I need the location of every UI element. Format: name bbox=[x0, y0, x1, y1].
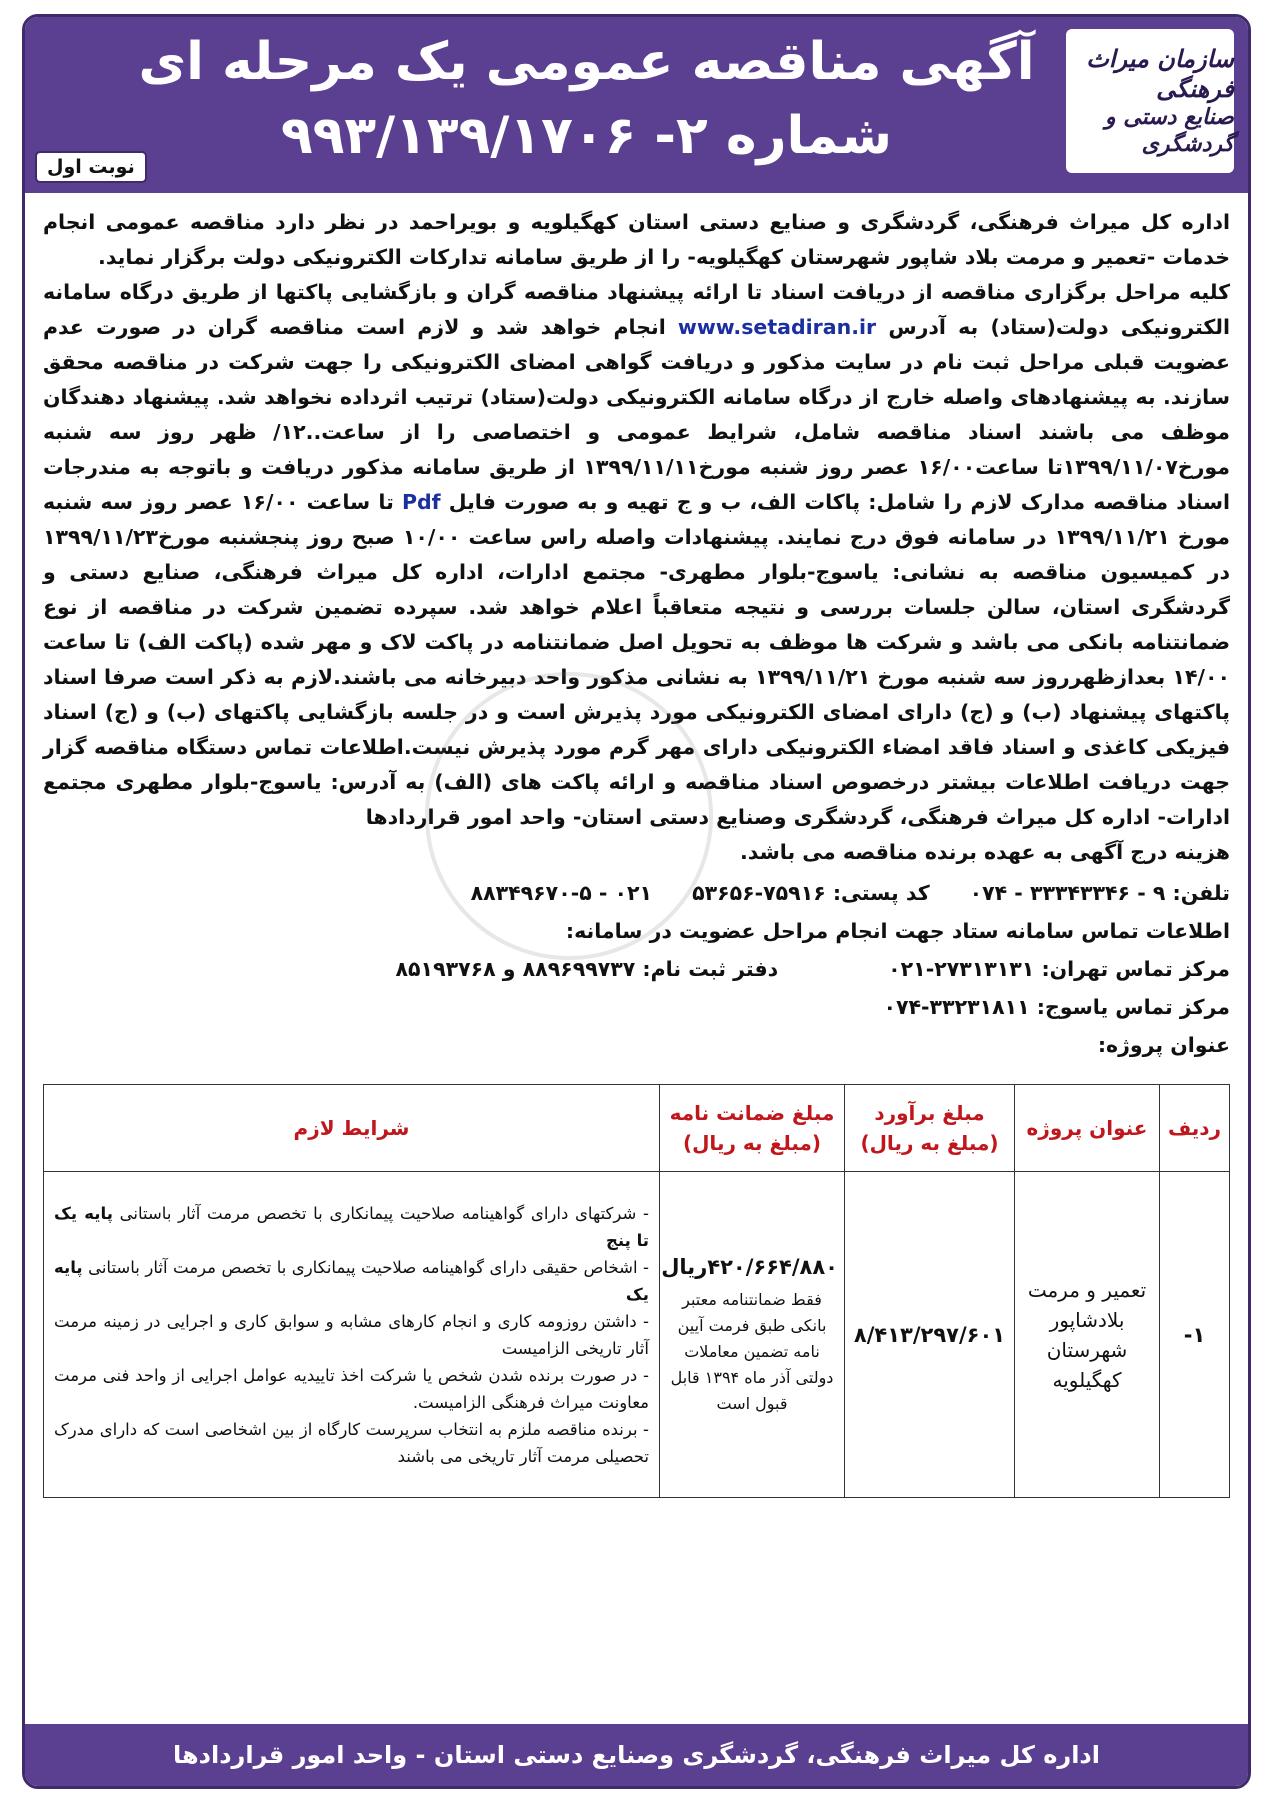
postal-code: کد پستی: ۷۵۹۱۶-۵۳۶۵۶ bbox=[692, 881, 930, 905]
header-guarantee: مبلغ ضمانت نامه (مبلغ به ریال) bbox=[660, 1085, 845, 1172]
table-header-row bbox=[44, 1085, 1230, 1172]
cell-estimate: ۸/۴۱۳/۲۹۷/۶۰۱ bbox=[845, 1172, 1015, 1498]
requirement-1 bbox=[54, 1200, 649, 1254]
project-table bbox=[43, 1084, 1230, 1498]
requirement-2-grade: پایه یک bbox=[54, 1257, 649, 1304]
requirement-3: - داشتن روزومه کاری و انجام کارهای مشابه و سوابق کاری و اجرایی در زمینه مرمت آثار تاریخی الزامیست bbox=[54, 1311, 649, 1358]
project-table-wrap bbox=[43, 1084, 1230, 1498]
cell-guarantee bbox=[660, 1172, 845, 1498]
footer-banner: اداره کل میراث فرهنگی، گردشگری وصنایع دستی استان - واحد امور قراردادها bbox=[25, 1724, 1248, 1786]
ad-number: شماره ۲- ۹۹۳/۱۳۹/۱۷۰۶ bbox=[280, 106, 893, 166]
requirement-4: - در صورت برنده شدن شخص یا شرکت اخذ تاییدیه عوامل اجرایی از واحد فنی مرمت معاونت میراث فرهنگی الزامیست. bbox=[54, 1365, 649, 1412]
paragraph-details-part2: انجام خواهد شد و لازم است مناقصه گران در صورت عدم عضویت قبلی مراحل ثبت نام در سایت مذکور و دریافت گواهی امضای الکترونیکی را جهت شرکت در مناقصه محقق سازند. به پیشنهادهای واصله خارج از درگاه سامانه الکترونیکی دولت(ستاد) ترتیب اثرداده نخواهد شد. پیشنهاد دهندگان موظف می باشند اسناد مناقصه شامل، شرایط عمومی و اختصاصی را از ساعت..۱۲/ ظهر روز سه شنبه مورخ۱۳۹۹/۱۱/۰۷تا ساعت۱۶/۰۰ عصر روز شنبه مورخ۱۳۹۹/۱۱/۱۱ از طریق سامانه مذکور دریافت و باتوجه به مندرجات اسناد مناقصه مدارک لازم را شامل: پاکات الف، ب و ج تهیه و به صورت فایل bbox=[43, 315, 1231, 514]
paragraph-intro: اداره کل میراث فرهنگی، گردشگری و صنایع دستی استان کهگیلویه و بویراحمد در نظر دارد مناقصه عمومی انجام خدمات -تعمیر و مرمت بلاد شاپور شهرستان کهگیلویه- را از طریق سامانه تدارکات الکترونیکی دولت برگزار نماید. bbox=[43, 210, 1230, 269]
registry-contact: دفتر ثبت نام: ۸۸۹۶۹۹۷۳۷ و ۸۵۱۹۳۷۶۸ bbox=[395, 957, 779, 981]
paragraph-details-part3: تا ساعت ۱۶/۰۰ عصر روز سه شنبه مورخ ۱۳۹۹/۱۱/۲۱ در سامانه فوق درج نمایند. پیشنهادات واصله راس ساعت ۱۰/۰۰ صبح روز پنجشنبه مورخ۱۳۹۹/۱۱/۲۳ در کمیسیون مناقصه به نشانی: یاسوج-بلوار مطهری- مجتمع ادارات، اداره کل میراث فرهنگی، صنایع دستی و گردشگری استان، سالن جلسات بررسی و نتیجه متعاقباً اعلام خواهد شد. سپرده تضمین شرکت در مناقصه از نوع ضمانتنامه بانکی می باشد و شرکت ها موظف به تحویل اصل ضمانتنامه در پاکت لاک و مهر شده (پاکت الف) تا ساعت ۱۴/۰۰ بعدازظهرروز سه شنبه مورخ ۱۳۹۹/۱۱/۲۱ به نشانی مذکور واحد دبیرخانه می باشند.لازم به ذکر است صرفا اسناد پاکتهای پیشنهاد (ب) و (ج) دارای امضای الکترونیکی مورد پذیرش است و در جلسه بازگشایی پاکتهای (ب) و (ج) اسناد فیزیکی کاغذی و اسناد فاقد امضاء الکترونیکی دارای مهر گرم مورد پذیرش نیست.اطلاعات تماس دستگاه مناقصه گزار جهت دریافت اطلاعات بیشتر درخصوص اسناد مناقصه و ارائه پاکت های (الف) به آدرس: یاسوج-بلوار مطهری مجتمع ادارات- اداره کل میراث فرهنگی، گردشگری وصنایع دستی استان- واحد امور قراردادها bbox=[43, 490, 1230, 829]
fax-number: ۰۲۱ - ۸۸۳۴۹۶۷۰-۵ bbox=[470, 881, 653, 905]
requirement-2-text: - اشخاص حقیقی دارای گواهینامه صلاحیت پیمانکاری با تخصص مرمت آثار باستانی bbox=[88, 1257, 649, 1277]
requirement-5: - برنده مناقصه ملزم به انتخاب سرپرست کارگاه از بین اشخاصی است که دارای مدرک تحصیلی مرمت آثار تاریخی می باشند bbox=[54, 1419, 649, 1466]
header-banner bbox=[25, 17, 1248, 193]
website-link[interactable]: www.setadiran.ir bbox=[677, 315, 877, 339]
logo-line1: سازمان میراث فرهنگی bbox=[1086, 43, 1234, 103]
phone-number: تلفن: ۹ - ۳۳۳۴۳۳۴۶ - ۰۷۴ bbox=[969, 881, 1230, 905]
requirement-2 bbox=[54, 1254, 649, 1308]
logo-line2: صنایع دستی و گردشگری bbox=[1104, 103, 1234, 157]
project-title-label-row bbox=[43, 1026, 1230, 1064]
guarantee-amount: ۴۲۰/۶۶۴/۸۸۰ریال bbox=[661, 1254, 838, 1279]
cell-row-number: ۱- bbox=[1160, 1172, 1230, 1498]
organization-logo bbox=[1066, 29, 1234, 173]
round-badge: نوبت اول bbox=[35, 151, 147, 183]
contact-row-phone bbox=[43, 874, 1230, 912]
yasuj-contact: مرکز تماس یاسوج: ۳۳۲۳۱۸۱۱-۰۷۴ bbox=[883, 995, 1230, 1019]
requirement-1-text: - شرکتهای دارای گواهینامه صلاحیت پیمانکاری با تخصص مرمت آثار باستانی bbox=[119, 1203, 649, 1223]
requirement-1-grade: پایه یک تا پنج bbox=[54, 1203, 649, 1250]
ad-frame bbox=[22, 14, 1251, 1789]
paragraph-details bbox=[43, 275, 1230, 835]
paragraph-details-part1: کلیه مراحل برگزاری مناقصه از دریافت اسناد تا ارائه پیشنهاد مناقصه گران و بازگشایی پاکتها از طریق درگاه سامانه الکترونیکی دولت(ستاد) به آدرس bbox=[43, 280, 1231, 339]
tehran-contact: مرکز تماس تهران: ۲۷۳۱۳۱۳۱-۰۲۱ bbox=[888, 957, 1230, 981]
ad-body bbox=[25, 193, 1248, 870]
project-title-label: عنوان پروژه: bbox=[1097, 1033, 1230, 1057]
header-estimate: مبلغ برآورد (مبلغ به ریال) bbox=[845, 1085, 1015, 1172]
contact-row-yasuj bbox=[43, 988, 1230, 1026]
table-row bbox=[44, 1172, 1230, 1498]
title-block bbox=[135, 25, 1038, 173]
cell-project: تعمیر و مرمت بلادشاپور شهرستان کهگیلویه bbox=[1015, 1172, 1160, 1498]
pdf-label: Pdf bbox=[401, 490, 441, 514]
contact-row-tehran bbox=[43, 950, 1230, 988]
setad-title-text: اطلاعات تماس سامانه ستاد جهت انجام مراحل عضویت در سامانه: bbox=[565, 919, 1230, 943]
setad-title bbox=[43, 912, 1230, 950]
ad-title: آگهی مناقصه عمومی یک مرحله ای bbox=[138, 32, 1035, 92]
cell-requirements bbox=[44, 1172, 660, 1498]
header-requirements: شرایط لازم bbox=[44, 1085, 660, 1172]
guarantee-note: فقط ضمانتنامه معتبر بانکی طبق فرمت آیین نامه تضمین معاملات دولتی آذر ماه ۱۳۹۴ قابل قبول است bbox=[670, 1289, 834, 1413]
paragraph-cost: هزینه درج آگهی به عهده برنده مناقصه می باشد. bbox=[739, 840, 1230, 864]
contacts-block bbox=[25, 870, 1248, 1064]
header-row-number: ردیف bbox=[1160, 1085, 1230, 1172]
header-project: عنوان پروژه bbox=[1015, 1085, 1160, 1172]
